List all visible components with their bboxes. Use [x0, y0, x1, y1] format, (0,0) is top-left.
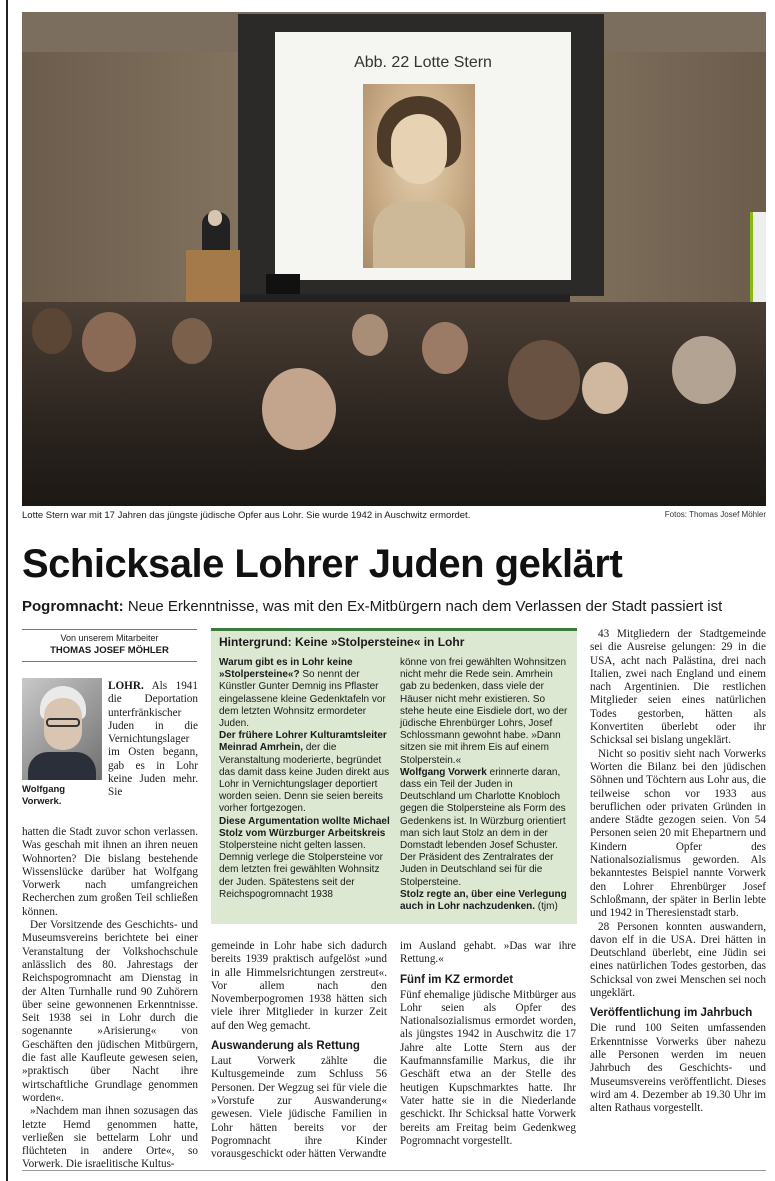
- audience: [22, 302, 766, 506]
- article-column-2: [211, 940, 387, 1168]
- info-text: (tjm): [535, 901, 558, 913]
- info-lead: Der frühere Lohrer Kulturamtsleiter Meinrad Amrhein,: [219, 730, 387, 754]
- audience-head: [582, 362, 628, 414]
- slide-title: Abb. 22 Lotte Stern: [354, 54, 492, 71]
- info-box-title: Hintergrund: Keine »Stolpersteine« in Lohr: [219, 635, 465, 649]
- bottom-rule: [22, 1170, 766, 1171]
- paragraph: Fünf ehemalige jüdische Mitbürger aus Lohr seien als Opfer des Nationalsozialismus ermordet worden, als jüngstes 1942 in Auschwitz die 17 Jahre alte Lotte Stern aus der Kaufmannsfamilie Markus, die ihr Geschäft etwa an der Stelle des heutigen Kupschmarktes hatte. Ihr Vater hatte sie in die Niederlande geschickt. Ihr Schicksal hatte Vorwerk bereits am Freitag beim Gedenkweg Pogromnacht vorgestellt.: [400, 988, 576, 1147]
- glasses-icon: [46, 718, 80, 727]
- byline-author: THOMAS JOSEF MÖHLER: [50, 645, 169, 656]
- portrait-suit: [28, 752, 96, 780]
- headline: Schicksale Lohrer Juden geklärt: [22, 542, 623, 586]
- margin-rule: [6, 0, 8, 1181]
- lead-paragraph-part1: LOHR. Als 1941 die Deportation unterfränkischer Juden in die Vernichtungslager im Osten begann, gab es in Lohr keine Juden mehr. Sie: [108, 680, 198, 799]
- byline-line: Von unserem Mitarbeiter: [60, 633, 159, 643]
- section-heading: Auswanderung als Rettung: [211, 1040, 360, 1053]
- section-heading: Fünf im KZ ermordet: [400, 973, 514, 986]
- caption-text: Lotte Stern war mit 17 Jahren das jüngste jüdische Opfer aus Lohr. Sie wurde 1942 in Auschwitz ermordet.: [22, 510, 471, 521]
- audience-head: [352, 314, 388, 356]
- byline-rule-bottom: [22, 661, 197, 662]
- info-text: könne von frei gewählten Wohnsitzen nicht mehr die Rede sein. Amrhein gab zu bedenken, dass viele der Häuser nicht mehr existieren. So stehe heute eine Eisdiele dort, wo der jüdische Ehrenbürger Lohrs, Josef Schlossmann gewohnt habe. »Dann sitzen sie mit ihrem Eis auf einem Stolperstein.«: [400, 657, 568, 766]
- background-info-box: [211, 628, 577, 924]
- article-column-3: [400, 940, 576, 1168]
- paragraph: 43 Mitgliedern der Stadtgemeinde sei die Ausreise gelungen: 29 in die USA, acht nach Palästina, drei nach Italien, zwei nach England und einem nach Argentinien. Die restlichen Mitglieder seien eines natürlichen Todes gestorben, hätten als Konvertiten überlebt oder ihr Schicksal sei bislang ungeklärt.: [590, 628, 766, 747]
- info-paragraph: [219, 816, 391, 901]
- paragraph: »Nachdem man ihnen sozusagen das letzte Hemd genommen hatte, verließen sie bettelarm Lohr und flüchteten in andere Orte«, so Vorwerk. Die israelitische Kultus-: [22, 1105, 198, 1171]
- photo-caption: [22, 510, 766, 524]
- paragraph: Der Vorsitzende des Geschichts- und Museumsvereins berichtete bei einer Veranstaltung der Volkshochschule anlässlich des 80. Jahrestags der Reichspogromnacht am Dienstag in der Alten Turnhalle rund 90 Zuhörern über seine gewonnenen Erkenntnisse. Seit 1938 sei in Lohr durch die sogenannte »Arisierung« von Geschäften den jüdischen Mitbürgern, die fast alle Kaufleute gewesen seien, »praktisch über Nacht ihre wirtschaftliche Grundlage genommen worden«.: [22, 919, 198, 1104]
- info-paragraph: [219, 730, 391, 815]
- info-text: erinnerte daran, dass ein Teil der Juden in Deutschland um Charlotte Knobloch gegen die Stolpersteine als Form des Gedenkens ist. In Würzburg orientiert man sich laut Stolz an dem in der Domstadt lebenden Josef Schuster. Der Präsident des Zentralrates der Juden in Deutschland sei für die Stolpersteine.: [400, 766, 566, 888]
- info-paragraph: [219, 657, 391, 730]
- portrait-caption: Wolfgang Vorwerk.: [22, 784, 66, 807]
- info-text: der die Veranstaltung moderierte, begründet das damit dass keine Juden direkt aus Lohr in Vernichtungslager deportiert worden seien. Denn sie seien bereits vorher fortgezogen.: [219, 742, 390, 815]
- paragraph: Nicht so positiv sieht nach Vorwerks Worten die Bilanz bei den jüdischen Söhnen und Töchtern aus Lohr aus, die teilweise schon vor 1933 aus beruflichen oder privaten Gründen in andere Städte gezogen seien. Von 54 Personen seien 20 mit Ehepartnern und Kindern Opfer des Nationalsozialismus geworden. Als bekanntestes Beispiel nannte Vorwerk den Lohrer Ehrenbürger Josef Schloßmann, der später in Berlin lebte und 1942 in Theresienstadt starb.: [590, 747, 766, 920]
- info-paragraph: [400, 657, 570, 767]
- speaker-head: [208, 210, 222, 226]
- subheadline: [22, 597, 766, 617]
- audience-head: [508, 340, 580, 420]
- author-portrait: [22, 678, 102, 780]
- roll-up-banner: [750, 212, 766, 308]
- info-lead: Wolfgang Vorwerk: [400, 766, 487, 778]
- portrait-shirt: [373, 202, 465, 268]
- info-paragraph: [400, 889, 570, 913]
- projection-screen: [275, 32, 571, 280]
- info-lead: Stolz regte an, über eine Verlegung auch in Lohr nachzudenken.: [400, 888, 567, 913]
- byline-rule-top: [22, 629, 197, 630]
- lead-paragraph-part2: hatten die Stadt zuvor schon verlassen. Was geschah mit ihnen an ihren neuen Wohnorten? Die bislang bestehende Wissenslücke darüber hat Wolfgang Vorwerk nach umfangreichen Recherchen zum großen Teil schließen können.: [22, 826, 198, 918]
- article-column-1b: [22, 826, 198, 1171]
- paragraph: gemeinde in Lohr habe sich dadurch bereits 1939 praktisch aufgelöst »und in alle Himmelsrichtungen zerstreut«. Vor allem nach den Novemberpogromen 1938 hätten sich viele ihrer Mitglieder in kurzer Zeit auf den Weg gemacht.: [211, 940, 387, 1032]
- portrait-face: [391, 114, 447, 184]
- byline: [22, 632, 197, 657]
- info-lead: Diese Argumentation wollte Michael Stolz vom Würzburger Arbeitskreis: [219, 815, 390, 839]
- info-text: Stolpersteine nicht gelten lassen. Demnig verlege die Stolpersteine vor dem letzten frei gewählten Wohnsitz der Juden. Spätestens seit der Reichspogromnacht 1938: [219, 840, 383, 900]
- section-heading: Veröffentlichung im Jahrbuch: [590, 1007, 753, 1020]
- audience-head: [82, 312, 136, 372]
- audience-head: [32, 308, 72, 354]
- event-photo: [22, 12, 766, 506]
- audience-head: [172, 318, 212, 364]
- photo-credit: Fotos: Thomas Josef Möhler: [664, 510, 766, 519]
- subhead-text: Neue Erkenntnisse, was mit den Ex-Mitbürgern nach dem Verlassen der Stadt passiert ist: [123, 598, 723, 615]
- article-column-1a: [108, 680, 198, 799]
- paragraph: Die rund 100 Seiten umfassenden Erkenntnisse Vorwerks über nahezu alle Personen werden im neuen Jahrbuch des Geschichts- und Museumsvereins veröffentlicht. Dieses wird am 4. Dezember ab 19.30 Uhr im alten Rathaus vorgestellt.: [590, 1022, 766, 1115]
- info-text: So nennt der Künstler Gunter Demnig ins Pflaster eingelassene kleine Gedenktafeln vor dem letzten Wohnsitz ermordeter Juden.: [219, 669, 386, 730]
- dateline: LOHR.: [108, 680, 144, 692]
- audience-head: [422, 322, 468, 374]
- info-paragraph: [400, 767, 570, 889]
- paragraph: im Ausland gehabt. »Das war ihre Rettung.«: [400, 940, 576, 966]
- audience-head: [262, 368, 336, 450]
- subhead-kicker: Pogromnacht:: [22, 598, 124, 615]
- paragraph: Laut Vorwerk zählte die Kultusgemeinde zum Schluss 56 Personen. Der Wegzug sei für viele die »Vorstufe zur Auswanderung« gewesen. Viele jüdische Familien in Lohr hätten bereits vor der Pogromnacht ihre Kinder vorausgeschickt oder hätten Verwandte: [211, 1055, 387, 1161]
- paragraph: 28 Personen konnten auswandern, davon elf in die USA. Drei hätten in Deutschland überlebt, eine Jüdin sei eines natürlichen Todes gestorben, das Schicksal von zwei Menschen sei noch ungeklärt.: [590, 920, 766, 1000]
- info-box-column-left: [219, 657, 391, 901]
- laptop: [266, 274, 300, 294]
- audience-head: [672, 336, 736, 404]
- info-lead: Warum gibt es in Lohr keine »Stolpersteine«?: [219, 657, 353, 681]
- info-box-column-right: [400, 657, 570, 913]
- lotte-stern-portrait: [363, 84, 475, 268]
- article-column-4: [590, 628, 766, 1168]
